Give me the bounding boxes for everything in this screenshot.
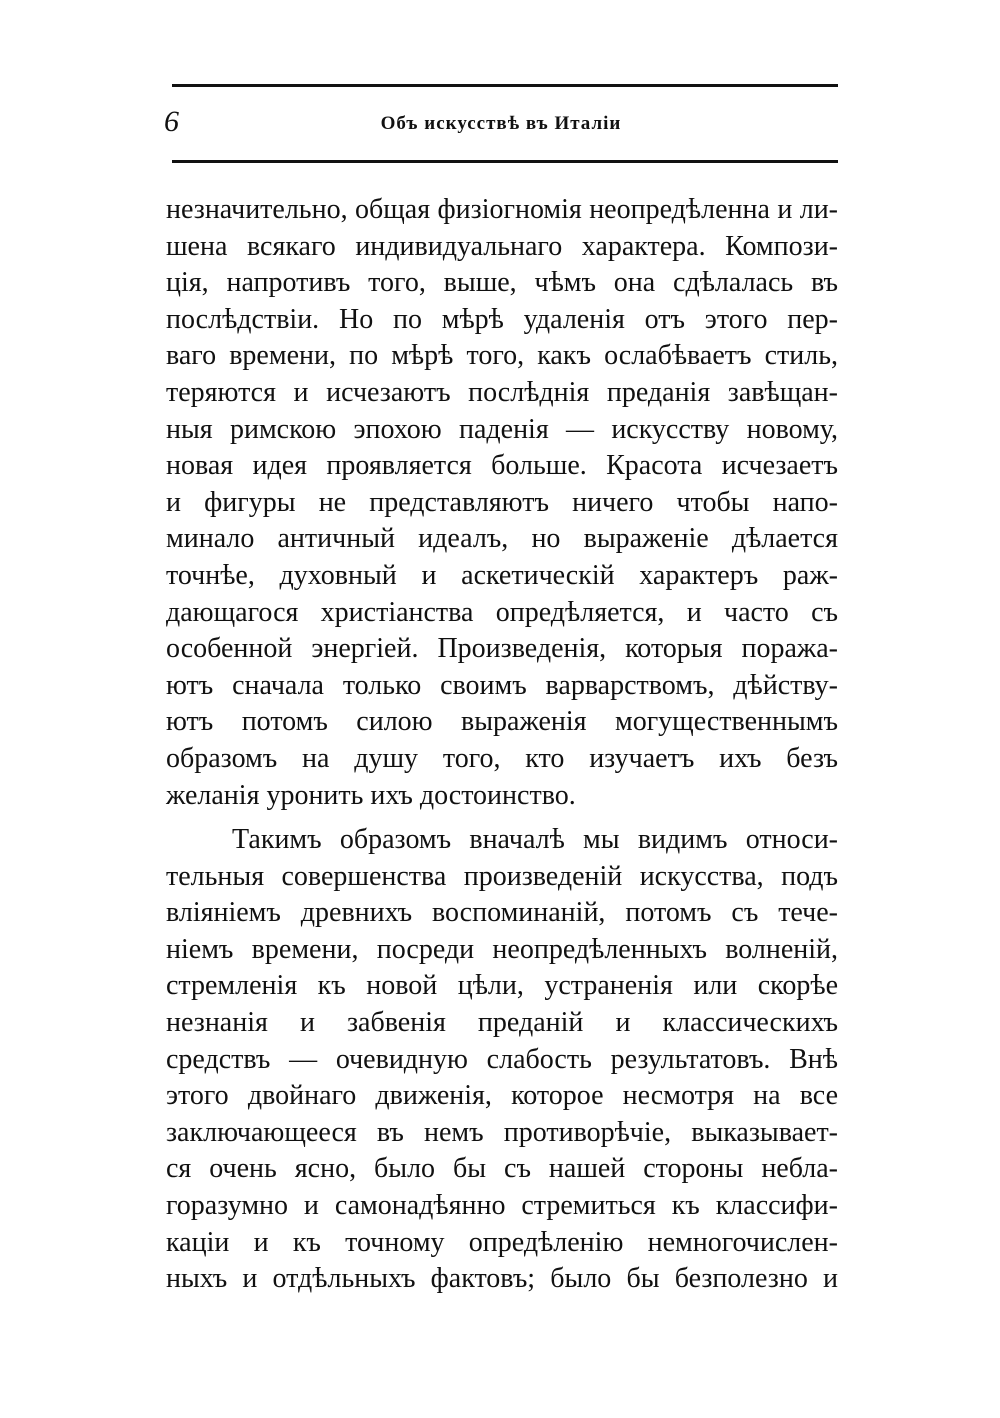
text-line: ніемъ времени, посреди неопредѣленныхъ волненій, xyxy=(166,933,838,965)
paragraph-2 xyxy=(166,822,838,1298)
paragraph-gap xyxy=(166,814,838,822)
page-number: 6 xyxy=(164,105,179,138)
paragraph-1 xyxy=(166,192,838,814)
text-line: тельныя совершенства произведеній искусства, подъ xyxy=(166,860,838,892)
text-line: стремленія къ новой цѣли, устраненія или скорѣе xyxy=(166,970,838,1002)
text-line: желанія уронить ихъ достоинство. xyxy=(166,779,576,811)
text-line: дающагося христіанства опредѣляется, и часто съ xyxy=(166,596,838,628)
page-header xyxy=(164,104,838,144)
text-line: точнѣе, духовный и аскетическій характеръ раж- xyxy=(166,559,838,591)
text-line: образомъ на душу того, кто изучаетъ ихъ безъ xyxy=(166,742,838,774)
text-line: вліяніемъ древнихъ воспоминаній, потомъ съ тече- xyxy=(166,897,838,929)
text-line: ныя римскою эпохою паденія — искусству новому, xyxy=(166,413,838,445)
header-bottom-rule xyxy=(172,160,838,163)
text-line: горазумно и самонадѣянно стремиться къ классифи- xyxy=(166,1190,838,1222)
text-line: послѣдствіи. Но по мѣрѣ удаленія отъ этого пер- xyxy=(166,303,838,335)
text-line: каціи и къ точному опредѣленію немногочислен- xyxy=(166,1226,838,1258)
text-line: ютъ потомъ силою выраженія могущественнымъ xyxy=(166,706,838,738)
text-line: ваго времени, по мѣрѣ того, какъ ослабѣваетъ стиль, xyxy=(166,340,838,372)
text-line: теряются и исчезаютъ послѣднія преданія завѣщан- xyxy=(166,376,838,408)
text-line: незнанія и забвенія преданій и классическихъ xyxy=(166,1007,838,1039)
text-line: и фигуры не представляютъ ничего чтобы напо- xyxy=(166,486,838,518)
text-line: ютъ сначала только своимъ варварствомъ, дѣйству- xyxy=(166,669,838,701)
text-line: ныхъ и отдѣльныхъ фактовъ; было бы безполезно и xyxy=(166,1263,838,1295)
running-title: Объ искусствѣ въ Италіи xyxy=(380,113,622,134)
text-line: незначительно, общая физіогномія неопредѣленна и ли- xyxy=(166,194,838,225)
text-line: ція, напротивъ того, выше, чѣмъ она сдѣлалась въ xyxy=(166,267,838,299)
body-text xyxy=(166,192,838,1298)
text-line: особенной энергіей. Произведенія, которыя поража- xyxy=(166,633,838,665)
text-line: ся очень ясно, было бы съ нашей стороны небла- xyxy=(166,1153,838,1185)
text-line: заключающееся въ немъ противорѣчіе, выказывает- xyxy=(166,1116,838,1148)
text-line: шена всякаго индивидуальнаго характера. Компози- xyxy=(166,230,838,262)
text-line: минало античный идеалъ, но выраженіе дѣлается xyxy=(166,523,838,555)
text-line: средствъ — очевидную слабость результатовъ. Внѣ xyxy=(166,1043,838,1075)
header-top-rule xyxy=(172,84,838,87)
text-line: Такимъ образомъ вначалѣ мы видимъ относи- xyxy=(232,824,838,856)
text-line: новая идея проявляется больше. Красота исчезаетъ xyxy=(166,450,838,482)
text-line: этого двойнаго движенія, которое несмотря на все xyxy=(166,1080,838,1112)
